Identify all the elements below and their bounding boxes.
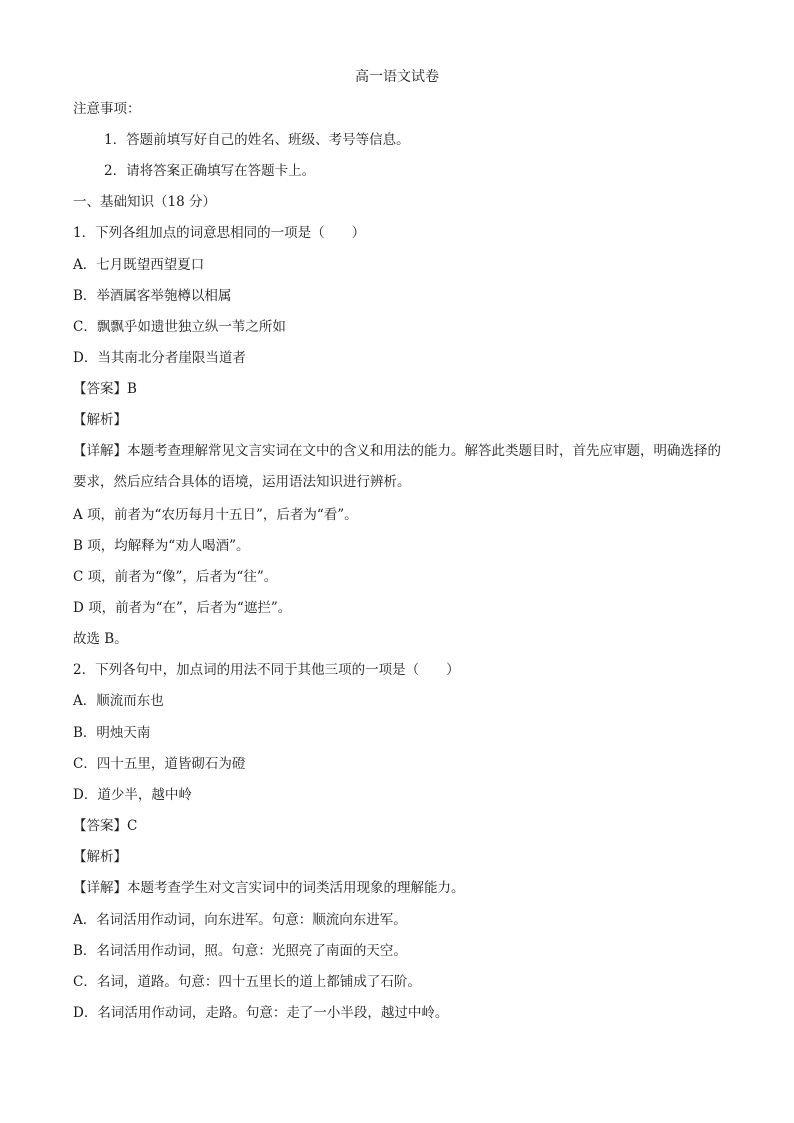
question-1-explanation: C 项，前者为“像”，后者为“往”。 (73, 569, 278, 585)
question-1-conclusion: 故选 B。 (73, 631, 128, 647)
notice-item: 1．答题前填写好自己的姓名、班级、考号等信息。 (104, 132, 410, 148)
question-1-option-d: D．当其南北分者崖限当道者 (73, 350, 246, 366)
question-2-option-b: B．明烛天南 (73, 725, 151, 741)
notice-heading: 注意事项： (73, 101, 141, 117)
question-1-option-a: A．七月既望西望夏口 (73, 257, 205, 273)
question-2-explanation: C．名词，道路。句意：四十五里长的道上都铺成了石阶。 (73, 974, 421, 990)
question-2-explanation: A．名词活用作动词，向东进军。句意：顺流向东进军。 (73, 912, 407, 928)
section-heading: 一、基础知识（18 分） (73, 194, 216, 210)
question-1-analysis-label: 【解析】 (73, 412, 127, 428)
question-2-option-d: D．道少半，越中岭 (73, 787, 192, 803)
question-1-detail: 【详解】本题考查理解常见文言实词在文中的含义和用法的能力。解答此类题目时，首先应审题，明确选择的要求，然后应结合具体的语境，运用语法知识进行辨析。 (73, 443, 721, 490)
question-2-option-a: A．顺流而东也 (73, 693, 164, 709)
question-1-answer: 【答案】B (73, 381, 137, 397)
question-1-option-c: C．飘飘乎如遗世独立纵一苇之所如 (73, 319, 286, 335)
document-title: 高一语文试卷 (355, 69, 439, 85)
question-2-answer: 【答案】C (73, 818, 138, 834)
question-1-option-b: B．举酒属客举匏樽以相属 (73, 288, 232, 304)
question-2-analysis-label: 【解析】 (73, 849, 127, 865)
question-2-stem: 2．下列各句中，加点词的用法不同于其他三项的一项是（ ） (73, 662, 460, 678)
question-1-explanation: B 项，均解释为“劝人喝酒”。 (73, 538, 250, 554)
question-1-explanation: A 项，前者为“农历每月十五日”，后者为“看”。 (73, 507, 358, 523)
question-2-detail: 【详解】本题考查学生对文言实词中的词类活用现象的理解能力。 (73, 880, 465, 896)
question-1-explanation: D 项，前者为“在”，后者为“遮拦”。 (73, 600, 292, 616)
question-1-stem: 1．下列各组加点的词意思相同的一项是（ ） (73, 225, 366, 241)
question-2-option-c: C．四十五里，道皆砌石为磴 (73, 756, 246, 772)
question-2-explanation: B．名词活用作动词，照。句意：光照亮了南面的天空。 (73, 943, 407, 959)
notice-item: 2．请将答案正确填写在答题卡上。 (104, 163, 316, 179)
question-2-explanation: D．名词活用作动词，走路。句意：走了一小半段，越过中岭。 (73, 1005, 449, 1021)
